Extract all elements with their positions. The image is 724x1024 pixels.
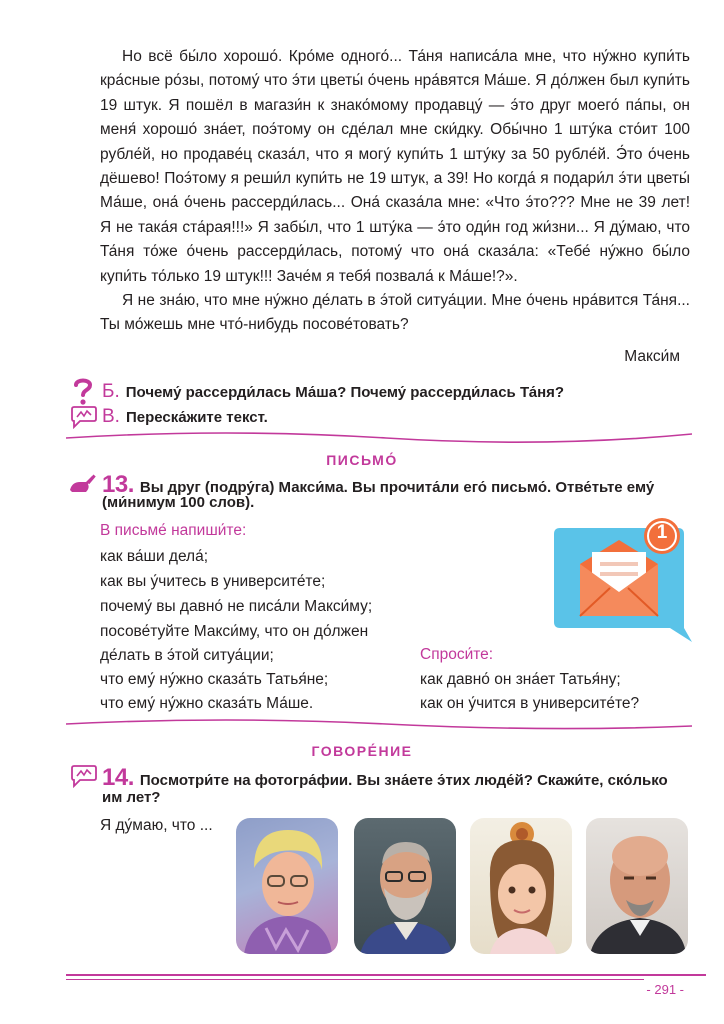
speaking-prompt: Я ду́маю, что ... (100, 817, 213, 834)
letter-signature: Макси́м (624, 348, 680, 365)
pen-hand-icon (68, 472, 98, 501)
writing-item-2: как вы у́читесь в университе́те; (100, 573, 326, 590)
task-13-number: 13. (102, 471, 134, 498)
writing-instruction-label: В письме́ напиши́те: (100, 522, 247, 539)
speaking-section-title: ГОВОРЕ́НИЕ (311, 743, 413, 759)
task-b-text: Почему́ рассерди́лась Ма́ша? Почему́ рассерди́лась Та́ня? (125, 384, 565, 401)
footer-rule-thin (66, 979, 644, 980)
message-notification-icon (552, 518, 694, 642)
section-divider (66, 426, 692, 446)
question-mark-icon (70, 376, 96, 402)
photo-man-beard (354, 818, 456, 954)
letter-paragraph-1: Но всё бы́ло хорошо́. Кро́ме одного́... Та́ня написа́ла мне, что ну́жно купи́ть кра́сные ро́зы, потому́ что э́ти цветы́ о́чень нра́вятся Ма́ше. Я до́лжен был купи́ть 19 штук. Я пошёл в магази́н к знако́мому продавцу́ — э́то друг моего́ па́пы, он меня́ хорошо́ зна́ет, поэ́тому он сде́лал мне ски́дку. Обы́чно 1 шту́ка сто́ит 100 рубле́й, но продаве́ц сказа́л, что я могу́ купи́ть 1 шту́ку за 50 рубле́й. Э́то о́чень дёшево! Поэ́тому я реши́л купи́ть не 19 штук, а 39! Но когда́ я подари́л э́ти цветы́ Ма́ше, она́ о́чень рассерди́лась... Она́ сказа́ла мне: «Что э́то??? Мне не 39 лет! Я не така́я ста́рая!!!» Я забы́л, что 1 шту́ка — э́то оди́н год жи́зни... Я ду́маю, что Та́ня то́же о́чень рассерди́лась, потому́ что она́ сказа́ла: «Тебе́ ну́жно бы́ло купи́ть то́лько 19 штук!!! Заче́м я тебя́ позвала́ к Ма́ше!?». (100, 48, 690, 285)
speech-bubble-icon (70, 764, 98, 793)
task-14-line-2: им лет? (102, 789, 161, 806)
writing-item-6: что ему́ ну́жно сказа́ть Татья́не; (100, 671, 329, 688)
task-14-number: 14. (102, 764, 134, 791)
writing-item-4: посове́туйте Макси́му, что он до́лжен (100, 623, 369, 640)
task-b-letter: Б. (102, 381, 120, 402)
task-13-text-1: Вы друг (подру́га) Макси́ма. Вы прочита́ли его́ письмо́. Отве́тьте ему́ (139, 479, 655, 496)
photo-woman-glasses (236, 818, 338, 954)
page-number: - 291 - (646, 982, 684, 997)
writing-item-5: де́лать в э́той ситуа́ции; (100, 647, 274, 664)
task-v-letter: В. (102, 406, 120, 427)
task-b (102, 381, 564, 403)
footer-rule (66, 974, 706, 976)
task-v-text: Переска́жите текст. (125, 409, 268, 426)
letter-paragraph-2: Я не зна́ю, что мне ну́жно де́лать в э́той ситуа́ции. Мне о́чень нра́вится Та́ня... Ты мо́жешь мне что́-нибудь посове́товать? (100, 292, 690, 334)
section-divider (66, 714, 692, 734)
writing-item-1: как ва́ши дела́; (100, 548, 209, 565)
task-13-line-2: (ми́нимум 100 слов). (102, 494, 255, 511)
ask-label: Спроси́те: (420, 646, 494, 663)
writing-item-7: что ему́ ну́жно сказа́ть Ма́ше. (100, 695, 314, 712)
notification-badge-count: 1 (656, 522, 668, 543)
photo-bald-man (586, 818, 688, 954)
ask-item-2: как он у́чится в университе́те? (420, 695, 640, 712)
photo-girl (470, 818, 572, 954)
ask-item-1: как давно́ он зна́ет Татья́ну; (420, 671, 621, 688)
task-14-text-1: Посмотри́те на фотогра́фии. Вы зна́ете э́тих люде́й? Скажи́те, ско́лько (139, 772, 668, 789)
writing-section-title: ПИСЬМО́ (326, 452, 398, 468)
letter-text (100, 45, 690, 338)
writing-item-3: почему́ вы давно́ не писа́ли Макси́му; (100, 598, 373, 615)
task-v (102, 406, 268, 428)
task-14 (102, 764, 668, 792)
